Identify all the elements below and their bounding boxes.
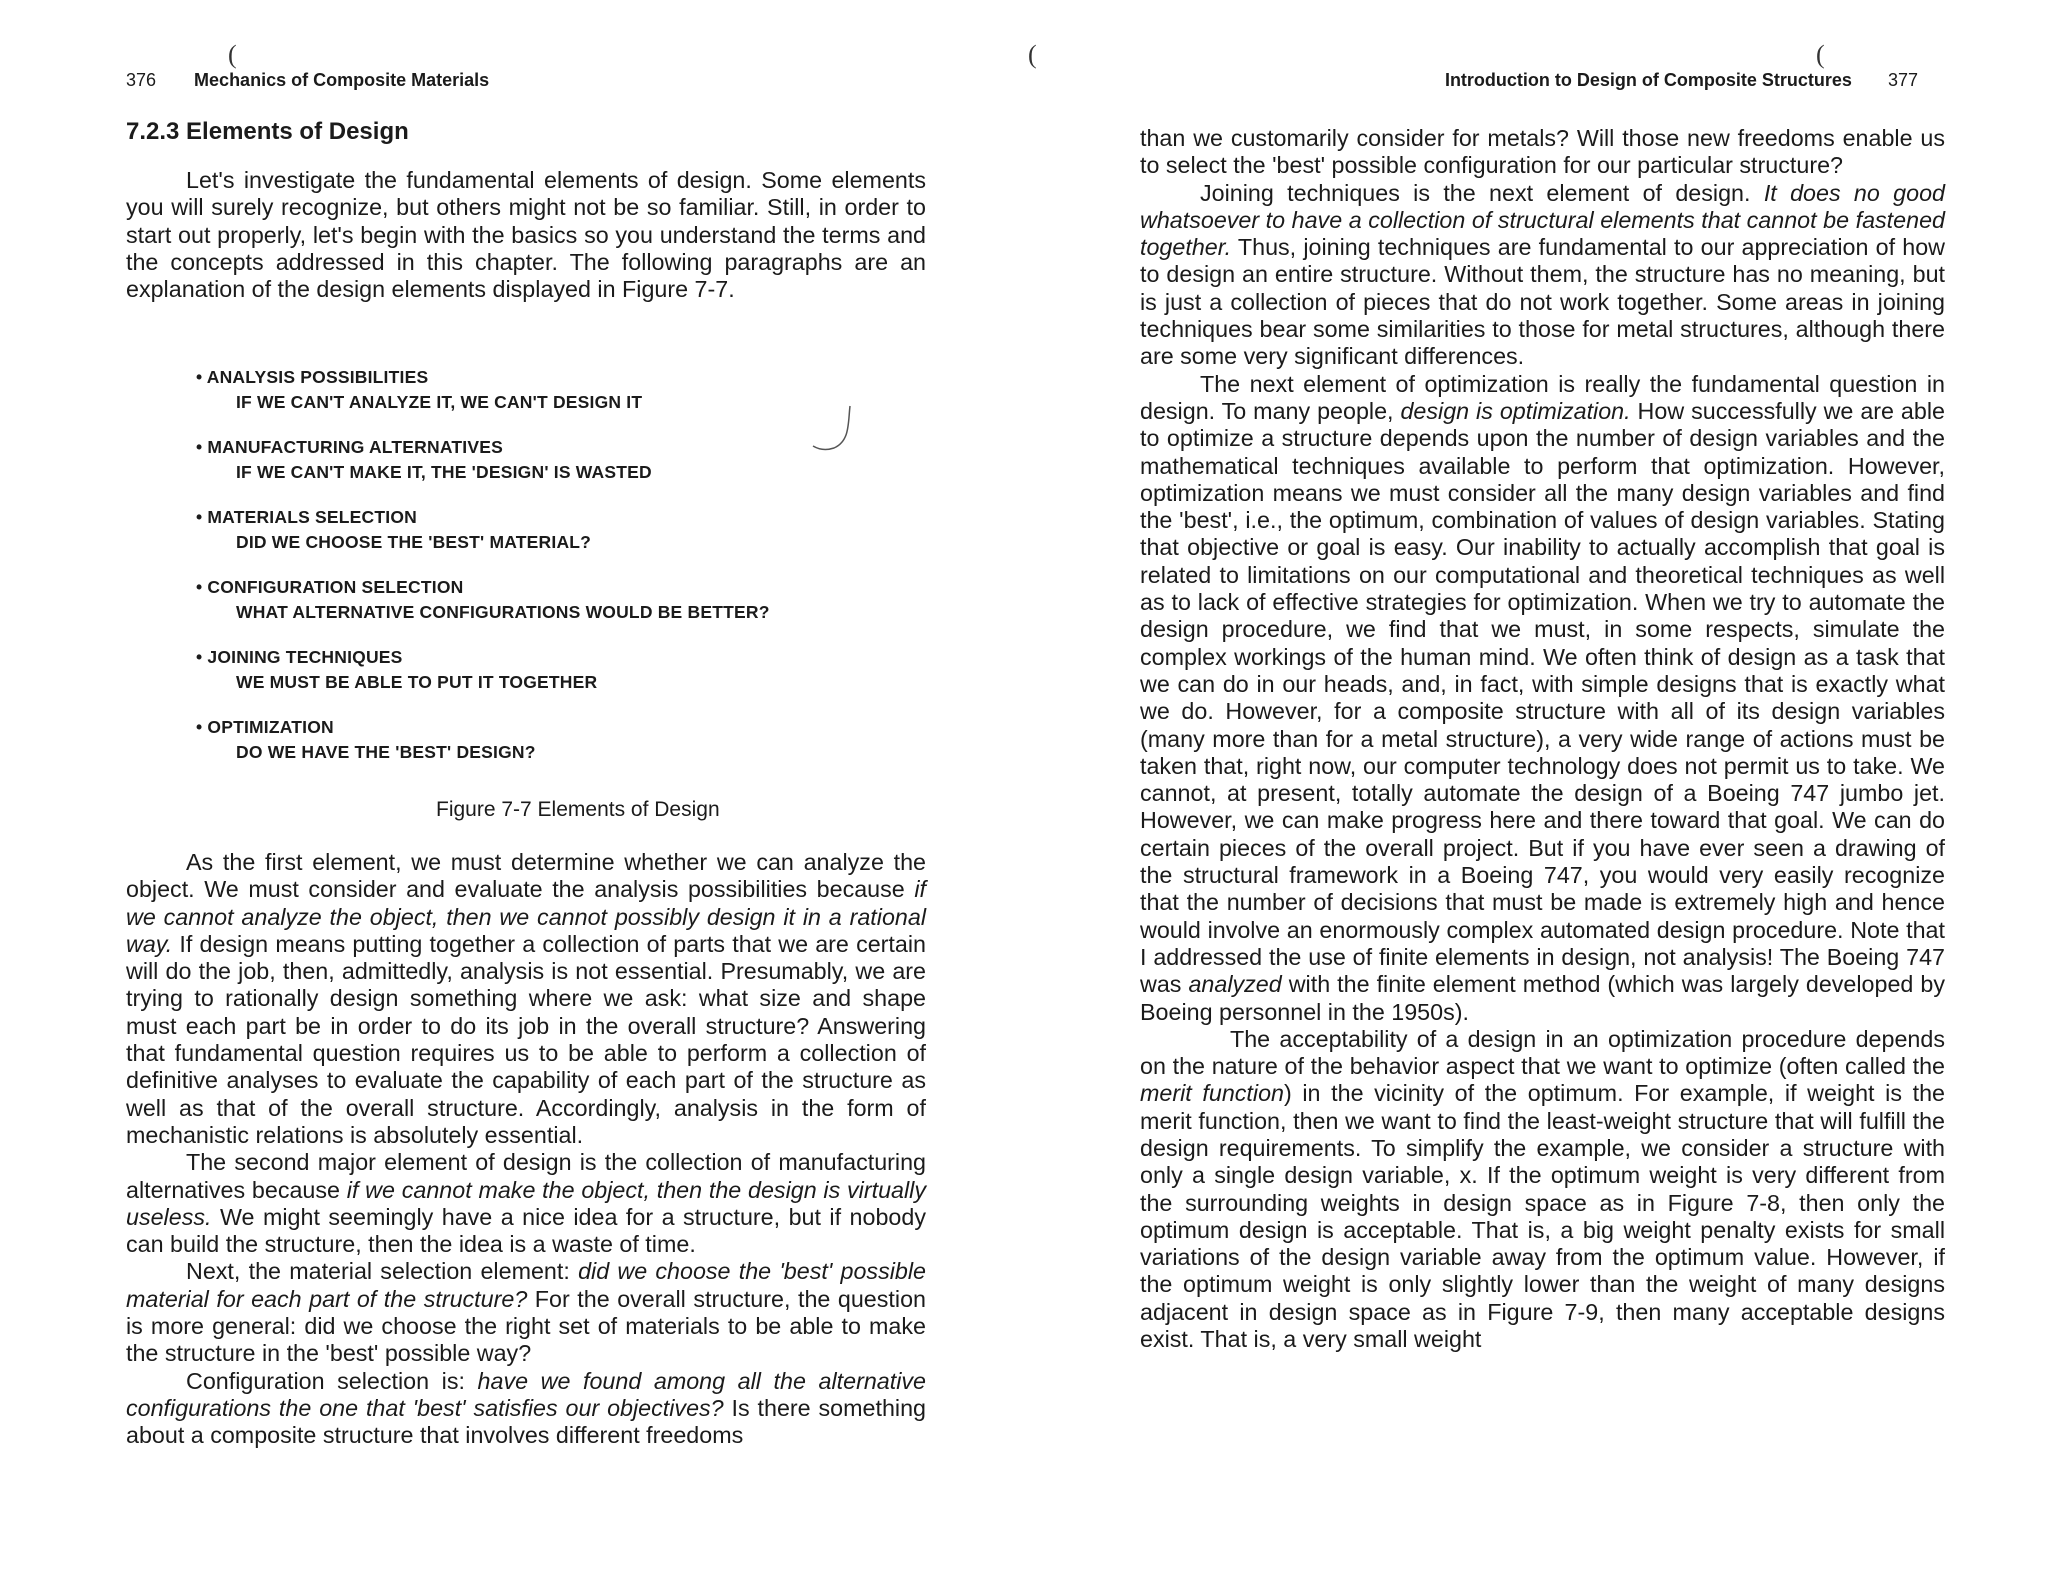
figure-item-subtitle: WHAT ALTERNATIVE CONFIGURATIONS WOULD BE BETTER? (236, 602, 770, 622)
figure-item (196, 645, 916, 715)
figure-item-title: • MANUFACTURING ALTERNATIVES (196, 437, 503, 457)
running-head-title: Mechanics of Composite Materials (194, 70, 490, 90)
pen-scrawl-mark (810, 403, 860, 458)
text-run: The second major element of design is the collection of manufacturing alternatives because (126, 1149, 926, 1203)
paragraph (1140, 180, 1945, 371)
paragraph (126, 1368, 926, 1450)
figure-item-subtitle: IF WE CAN'T MAKE IT, THE 'DESIGN' IS WASTED (236, 462, 652, 482)
paragraph (126, 1258, 926, 1367)
italic-run: have we found among all the alternative configurations the one that 'best' satisfies our objectives? (126, 1367, 926, 1421)
figure-item-title: • OPTIMIZATION (196, 717, 334, 737)
text-run: How successfully we are able to optimize a structure depends upon the number of design variables and the mathematical techniques available to perform that optimization. However, optimization means we must consider all the many design variables and find the 'best', i.e., the optimum, combination of values of design variables. Stating that objective or goal is easy. Our inability to actually accomplish that goal is related to limitations on our computational and theoretical techniques as well as to lack of effective strategies for optimization. When we try to automate the design procedure, we find that we must, in some respects, simulate the complex workings of the human mind. We often think of design as a task that we can do in our heads, and, in fact, with simple designs that is exactly what we do. However, for a composite structure with all of its design variables (many more than for a metal structure), a very wide range of actions must be taken that, right now, our computer technology does not permit us to take. We cannot, at present, totally automate the design of a Boeing 747 jumbo jet. However, we can make progress here and there toward that goal. We can do certain pieces of the overall project. But if you have ever seen a drawing of the structural framework in a Boeing 747, you would very easily recognize that the number of decisions that must be made is extremely high and hence would involve an enormously complex automated design procedure. Note that I addressed the use of finite elements in design, not analysis! The Boeing 747 was (1140, 397, 1945, 998)
figure-item-title: • JOINING TECHNIQUES (196, 647, 403, 667)
figure-item-title: • CONFIGURATION SELECTION (196, 577, 464, 597)
intro-paragraph: Let's investigate the fundamental elements of design. Some elements you will surely recognize, but others might not be so familiar. Still, in order to start out properly, let's begin with the basics so you understand the terms and the concepts addressed in this chapter. The following paragraphs are an explanation of the design elements displayed in Figure 7-7. (126, 167, 926, 303)
text-run: Configuration selection is: (186, 1367, 478, 1394)
right-page (1140, 0, 1960, 1582)
figure-item-title: • MATERIALS SELECTION (196, 507, 417, 527)
figure-item (196, 365, 916, 435)
paragraph (1140, 371, 1945, 1026)
italic-run: merit function (1140, 1080, 1284, 1107)
binding-mark: ( (1028, 40, 1037, 69)
text-run: Thus, joining techniques are fundamental to our appreciation of how to design an entire structure. Without them, the structure has no meaning, but is just a collection of pieces that do not work together. Some areas in joining techniques bear some similarities to those for metal structures, although there are some very significant differences. (1140, 234, 1945, 370)
intro-text (126, 167, 926, 303)
figure-item (196, 715, 916, 785)
figure-item (196, 575, 916, 645)
text-run: If design means putting together a collection of parts that we are certain will do the job, then, admittedly, analysis is not essential. Presumably, we are trying to rationally design something where we ask: what size and shape must each part be in order to do its job in the overall structure? Answering that fundamental question requires us to be able to perform a collection of definitive analyses to evaluate the capability of each part of the structure as well as that of the overall structure. Accordingly, analysis in the form of mechanistic relations is absolutely essential. (126, 930, 926, 1148)
running-head (126, 70, 489, 91)
text-run: ) in the vicinity of the optimum. For example, if weight is the merit function, then we want to find the least-weight structure that will fulfill the design requirements. To simplify the example, we consider a structure with only a single design variable, x. If the optimum weight is very different from the surrounding weights in design space as in Figure 7-8, then only the optimum design is acceptable. That is, a big weight penalty exists for small variations of the design variable away from the optimum value. However, if the optimum weight is only slightly lower than the weight of many designs adjacent in design space as in Figure 7-9, then many acceptable designs exist. That is, a very small weight (1140, 1080, 1945, 1353)
paragraph (126, 849, 926, 1149)
text-run: Joining techniques is the next element of design. (1200, 179, 1764, 206)
figure-item-subtitle: DID WE CHOOSE THE 'BEST' MATERIAL? (236, 532, 592, 552)
italic-run: if we cannot make the object, then the design is virtually useless. (126, 1176, 926, 1230)
text-run: Is there something about a composite structure that involves different freedoms (126, 1394, 926, 1449)
figure-item-title: • ANALYSIS POSSIBILITIES (196, 367, 429, 387)
figure-item-subtitle: IF WE CAN'T ANALYZE IT, WE CAN'T DESIGN IT (236, 392, 643, 412)
figure-7-7 (196, 365, 916, 821)
text-run: with the finite element method (which was largely developed by Boeing personnel in the 1950s). (1140, 971, 1946, 1025)
figure-item (196, 505, 916, 575)
binding-mark: ( (228, 40, 237, 69)
running-head (1445, 70, 1918, 91)
italic-run: did we choose the 'best' possible material for each part of the structure? (126, 1258, 926, 1312)
text-run: We might seemingly have a nice idea for a structure, but if nobody can build the structure, then the idea is a waste of time. (126, 1203, 926, 1258)
italic-run: analyzed (1188, 971, 1282, 998)
figure-item-subtitle: WE MUST BE ABLE TO PUT IT TOGETHER (236, 672, 598, 692)
page-number: 377 (1887, 70, 1918, 90)
paragraph (1140, 1026, 1945, 1354)
text-run: The next element of optimization is really the fundamental question in design. To many people, (1140, 370, 1945, 424)
left-page (126, 0, 926, 1582)
text-run: The acceptability of a design in an optimization procedure depends on the nature of the behavior aspect that we want to optimize (often called the (1140, 1025, 1945, 1080)
paragraph: than we customarily consider for metals? Will those new freedoms enable us to select the 'best' possible configuration for our particular structure? (1140, 125, 1945, 179)
figure-item (196, 435, 916, 505)
text-run: For the overall structure, the question is more general: did we choose the right set of materials to be able to make the structure in the 'best' possible way? (126, 1285, 926, 1367)
figure-item-subtitle: DO WE HAVE THE 'BEST' DESIGN? (236, 742, 536, 762)
italic-run: design is optimization. (1400, 397, 1631, 424)
paragraph (126, 1149, 926, 1258)
running-head-title: Introduction to Design of Composite Structures (1444, 70, 1852, 90)
italic-run: if we cannot analyze the object, then we cannot possibly design it in a rational way. (126, 876, 926, 957)
figure-caption: Figure 7-7 Elements of Design (436, 798, 720, 821)
text-run: Next, the material selection element: (186, 1258, 579, 1285)
binding-mark: ( (1816, 40, 1825, 69)
body-text (1140, 125, 1945, 1353)
italic-run: It does no good whatsoever to have a collection of structural elements that cannot be fastened together. (1140, 179, 1945, 261)
text-run: As the first element, we must determine whether we can analyze the object. We must consider and evaluate the analysis possibilities because (126, 849, 926, 903)
section-heading: 7.2.3 Elements of Design (126, 118, 409, 145)
page-number: 376 (126, 70, 157, 90)
body-text (126, 849, 926, 1450)
